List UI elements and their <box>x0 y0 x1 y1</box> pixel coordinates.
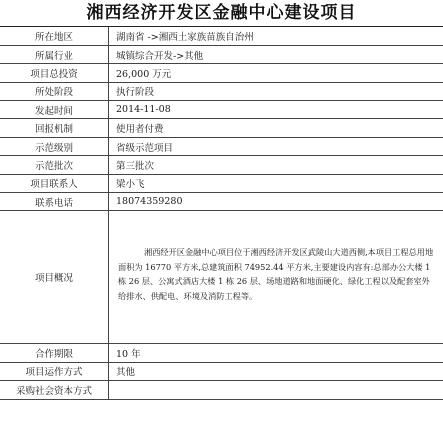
row-label: 项目概况 <box>0 211 109 344</box>
row-label: 合作期限 <box>0 344 109 362</box>
row-contact-person <box>0 174 443 192</box>
row-contact-phone <box>0 193 443 211</box>
row-operation-mode <box>0 362 443 380</box>
row-value: 18074359280 <box>109 193 443 211</box>
row-value: 梁小飞 <box>109 174 443 192</box>
row-overview <box>0 211 443 344</box>
page-title: 湘西经济开发区金融中心建设项目 <box>0 0 443 27</box>
row-label: 回报机制 <box>0 119 109 137</box>
row-cooperation-period <box>0 344 443 362</box>
row-value: 10 年 <box>109 344 443 362</box>
row-value: 26,000 万元 <box>109 64 443 82</box>
row-value: 执行阶段 <box>109 82 443 100</box>
row-demo-batch <box>0 156 443 174</box>
row-value: 湖南省 ->湘西土家族苗族自治州 <box>109 27 443 45</box>
row-value: 城镇综合开发->其他 <box>109 45 443 63</box>
row-label: 示范级别 <box>0 137 109 155</box>
row-value: 省级示范项目 <box>109 137 443 155</box>
row-value <box>109 211 443 344</box>
overview-text: 湘西经开区金融中心项目位于湘西经济开发区武陵山大道西侧,本项目工程总用地面积为 16770 平方米,总建筑面积 74952.44 平方米,主要建设内容有:总部办公大楼 1 栋 26 层、公寓式酒店大楼 1 栋 26 层、场地道路和地面硬化、绿化工程以及配套室外给排水、供配电、环境及消防工程等。 <box>118 246 434 302</box>
row-procurement-method <box>0 381 443 399</box>
row-label: 项目总投资 <box>0 64 109 82</box>
row-label: 联系电话 <box>0 193 109 211</box>
row-label: 发起时间 <box>0 101 109 119</box>
row-label: 采购社会资本方式 <box>0 381 109 399</box>
row-value: 2014-11-08 <box>109 101 443 119</box>
row-value: 第三批次 <box>109 156 443 174</box>
row-value: 使用者付费 <box>109 119 443 137</box>
row-label: 所属行业 <box>0 45 109 63</box>
row-value: 其他 <box>109 362 443 380</box>
row-return-mechanism <box>0 119 443 137</box>
row-demo-level <box>0 137 443 155</box>
row-start-date <box>0 101 443 119</box>
row-label: 项目运作方式 <box>0 362 109 380</box>
row-region <box>0 27 443 45</box>
row-label: 项目联系人 <box>0 174 109 192</box>
row-industry <box>0 45 443 63</box>
row-label: 所在地区 <box>0 27 109 45</box>
row-total-investment <box>0 64 443 82</box>
row-value <box>109 381 443 399</box>
row-stage <box>0 82 443 100</box>
project-info-table <box>0 27 443 400</box>
row-label: 示范批次 <box>0 156 109 174</box>
row-label: 所处阶段 <box>0 82 109 100</box>
